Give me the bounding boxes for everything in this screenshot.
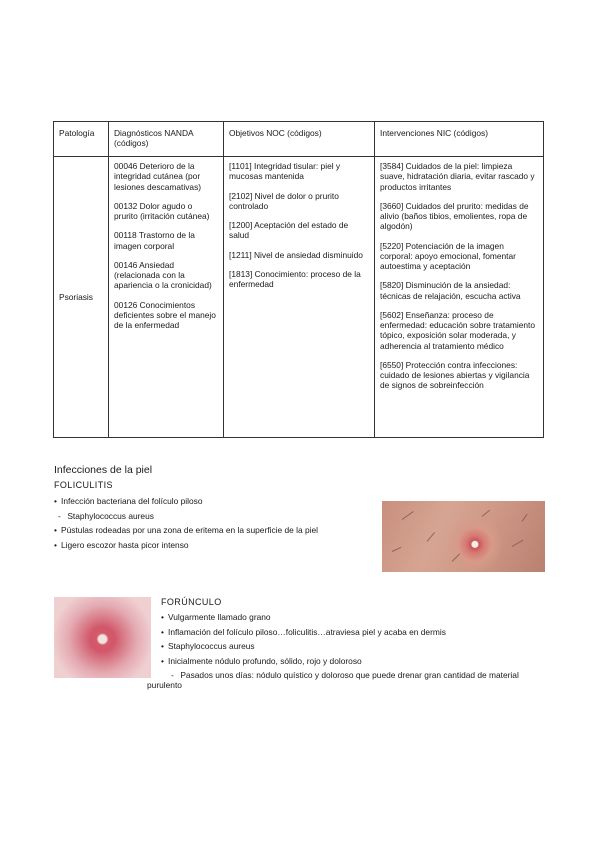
nic-item: [5220] Potenciación de la imagen corporal: apoyo emocional, fomentar autoestima y aceptación xyxy=(380,240,516,271)
list-item: • Ligero escozor hasta picor intenso xyxy=(54,539,189,550)
foliculitis-heading: FOLICULITIS xyxy=(54,480,113,490)
table-row xyxy=(54,157,544,438)
list-item: - Staphylococcus aureus xyxy=(58,510,154,521)
nanda-cell xyxy=(109,157,224,438)
noc-item: [1101] Integridad tisular: piel y mucosas mantenida xyxy=(229,161,341,182)
header-noc: Objetivos NOC (códigos) xyxy=(224,122,375,157)
table-header-row xyxy=(54,122,544,157)
forunculo-heading: FORÚNCULO xyxy=(161,597,222,607)
header-nanda: Diagnósticos NANDA (códigos) xyxy=(109,122,224,157)
nic-item: [3584] Cuidados de la piel: limpieza suave, hidratación diaria, evitar rascado y productos irritantes xyxy=(380,161,535,192)
nanda-item: 00046 Deterioro de la integridad cutánea (por lesiones descamativas) xyxy=(114,161,202,192)
foliculitis-photo xyxy=(382,501,545,572)
header-pathology: Patología xyxy=(54,122,109,157)
nanda-item: 00132 Dolor agudo o prurito (irritación cutánea) xyxy=(114,200,210,221)
noc-item: [1211] Nivel de ansiedad disminuido xyxy=(229,249,363,260)
nic-item: [6550] Protección contra infecciones: cuidado de lesiones abiertas y vigilancia de signos de sobreinfección xyxy=(380,359,530,391)
nanda-item: 00146 Ansiedad (relacionada con la apariencia o la cronicidad) xyxy=(114,259,212,291)
nic-item: [3660] Cuidados del prurito: medidas de alivio (baños tibios, emolientes, ropa de algodón) xyxy=(380,200,529,232)
nic-item: [5602] Enseñanza: proceso de enfermedad: educación sobre tratamiento tópico, exposición solar moderada, y adherencia al tratamiento médico xyxy=(380,309,536,351)
list-item: • Pústulas rodeadas por una zona de eritema en la superficie de la piel xyxy=(54,525,318,535)
nanda-item: 00126 Conocimientos deficientes sobre el manejo de la enfermedad xyxy=(114,299,216,330)
list-item: • Inicialmente nódulo profundo, sólido, rojo y doloroso xyxy=(161,655,362,666)
noc-cell xyxy=(224,157,375,438)
foliculitis-list xyxy=(54,496,374,554)
header-nic: Intervenciones NIC (códigos) xyxy=(375,122,544,157)
noc-item: [2102] Nivel de dolor o prurito controlado xyxy=(229,190,339,211)
noc-item: [1200] Aceptación del estado de salud xyxy=(229,220,349,241)
nanda-item: 00118 Trastorno de la imagen corporal xyxy=(114,230,195,251)
nic-item: [5820] Disminución de la ansiedad: técnicas de relajación, escucha activa xyxy=(380,280,521,301)
nic-cell xyxy=(375,157,544,438)
list-item: - Pasados unos días: nódulo quístico y doloroso que puede drenar gran cantidad de material purulento xyxy=(147,670,519,690)
pathology-cell: Psoriasis xyxy=(54,157,109,438)
noc-item: [1813] Conocimiento: proceso de la enfermedad xyxy=(229,268,361,289)
section-title: Infecciones de la piel xyxy=(54,464,153,476)
list-item: • Staphylococcus aureus xyxy=(161,641,255,651)
list-item: • Inflamación del folículo piloso…foliculitis…atraviesa piel y acaba en dermis xyxy=(161,626,446,637)
forunculo-photo xyxy=(54,597,151,678)
forunculo-list xyxy=(147,612,546,690)
list-item: • Infección bacteriana del folículo piloso xyxy=(54,496,203,506)
list-item: • Vulgarmente llamado grano xyxy=(161,612,271,622)
care-plan-table xyxy=(53,121,544,438)
